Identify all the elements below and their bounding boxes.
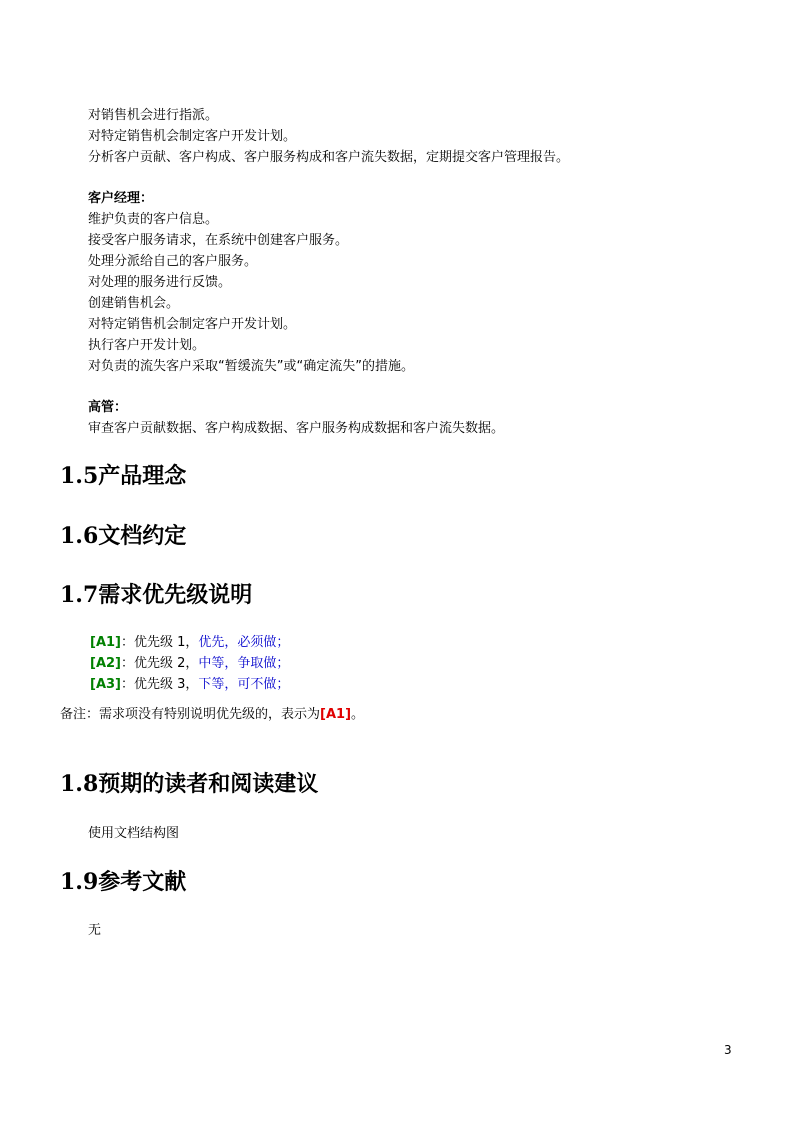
priority-item — [90, 633, 289, 653]
heading-1-7: 1.7需求优先级说明 — [60, 582, 253, 608]
text-line: 执行客户开发计划。 — [88, 338, 206, 353]
page-number: 3 — [724, 1043, 732, 1057]
text-line: 对负责的流失客户采取“暂缓流失”或“确定流失”的措施。 — [88, 359, 414, 374]
text-line: 处理分派给自己的客户服务。 — [88, 254, 258, 269]
priority-prefix: ：优先级 1， — [121, 635, 199, 650]
heading-1-9: 1.9参考文献 — [60, 869, 187, 895]
role-title-account-manager: 客户经理： — [88, 191, 154, 206]
priority-tag: [A1] — [90, 635, 121, 650]
text-line: 接受客户服务请求，在系统中创建客户服务。 — [88, 233, 349, 248]
priority-prefix: ：优先级 2， — [121, 656, 199, 671]
note-end: 。 — [351, 707, 365, 722]
priority-item — [90, 675, 289, 695]
priority-desc: 优先，必须做； — [198, 635, 290, 650]
priority-tag: [A3] — [90, 677, 121, 692]
priority-item — [90, 654, 289, 674]
note-text: 备注：需求项没有特别说明优先级的，表示为 — [60, 707, 321, 722]
text-line: 对处理的服务进行反馈。 — [88, 275, 232, 290]
role-title-executive: 高管： — [88, 400, 128, 415]
text-line: 维护负责的客户信息。 — [88, 212, 219, 227]
priority-desc: 下等，可不做； — [198, 677, 290, 692]
note-tag: [A1] — [320, 707, 352, 722]
priority-desc: 中等，争取做； — [198, 656, 290, 671]
heading-1-8: 1.8预期的读者和阅读建议 — [60, 771, 319, 797]
text-line: 分析客户贡献、客户构成、客户服务构成和客户流失数据，定期提交客户管理报告。 — [88, 150, 570, 165]
text-line: 无 — [88, 923, 102, 938]
heading-1-5: 1.5产品理念 — [60, 463, 187, 489]
heading-1-6: 1.6文档约定 — [60, 523, 187, 549]
text-line: 对特定销售机会制定客户开发计划。 — [88, 317, 297, 332]
text-line: 对销售机会进行指派。 — [88, 108, 219, 123]
text-line: 使用文档结构图 — [88, 826, 180, 841]
text-line: 对特定销售机会制定客户开发计划。 — [88, 129, 297, 144]
text-line: 审查客户贡献数据、客户构成数据、客户服务构成数据和客户流失数据。 — [88, 421, 505, 436]
priority-prefix: ：优先级 3， — [121, 677, 199, 692]
text-line: 创建销售机会。 — [88, 296, 180, 311]
priority-tag: [A2] — [90, 656, 121, 671]
priority-note — [60, 705, 364, 725]
